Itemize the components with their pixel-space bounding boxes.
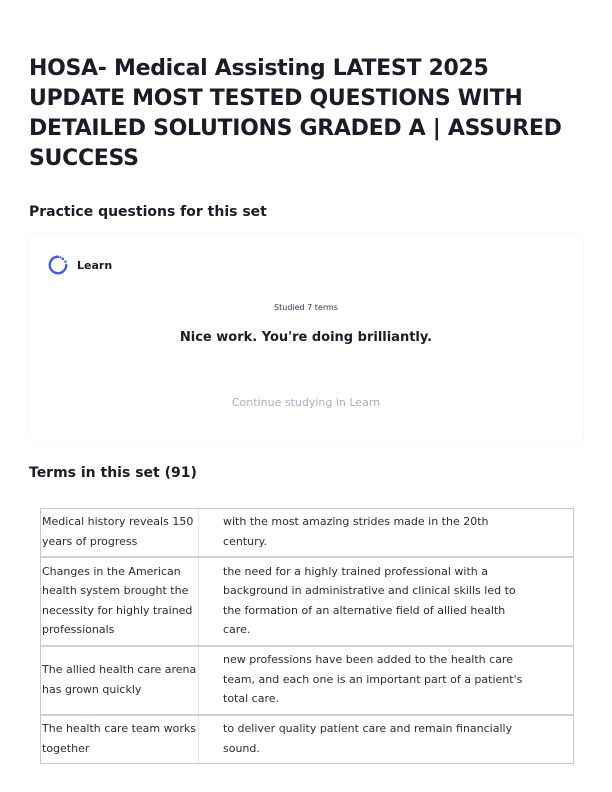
term-cell: Medical history reveals 150 years of progress [41, 509, 199, 556]
learn-card [29, 234, 583, 442]
term-cell: Changes in the American health system brought the necessity for highly trained professionals [41, 558, 199, 645]
document-title: HOSA- Medical Assisting LATEST 2025 UPDATE MOST TESTED QUESTIONS WITH DETAILED SOLUTIONS GRADED A | ASSURED SUCCESS [29, 56, 562, 171]
studied-count: Studied 7 terms [274, 303, 338, 312]
table-row [41, 509, 573, 556]
learn-mode-button[interactable] [47, 254, 112, 276]
table-row [41, 645, 573, 714]
praise-message: Nice work. You're doing brilliantly. [179, 330, 433, 345]
practice-heading: Practice questions for this set [29, 204, 267, 220]
terms-table [40, 508, 574, 764]
definition-cell: with the most amazing strides made in the 20th century. [223, 515, 489, 548]
learn-icon [47, 254, 69, 276]
table-row [41, 714, 573, 763]
term-cell: The allied health care arena has grown quickly [41, 647, 199, 714]
definition-cell: to deliver quality patient care and remain financially sound. [223, 722, 513, 755]
term-cell: The health care team works together [41, 716, 199, 763]
definition-cell: the need for a highly trained professional with a background in administrative and clinical skills led to the formation of an alternative field of allied health care. [223, 564, 516, 636]
learn-label: Learn [77, 258, 113, 272]
continue-learn-link[interactable]: Continue studying in Learn [231, 396, 381, 409]
table-row [41, 556, 573, 645]
definition-cell: new professions have been added to the health care team, and each one is an important part of a patient's total care. [223, 653, 523, 706]
terms-heading: Terms in this set (91) [29, 465, 197, 481]
